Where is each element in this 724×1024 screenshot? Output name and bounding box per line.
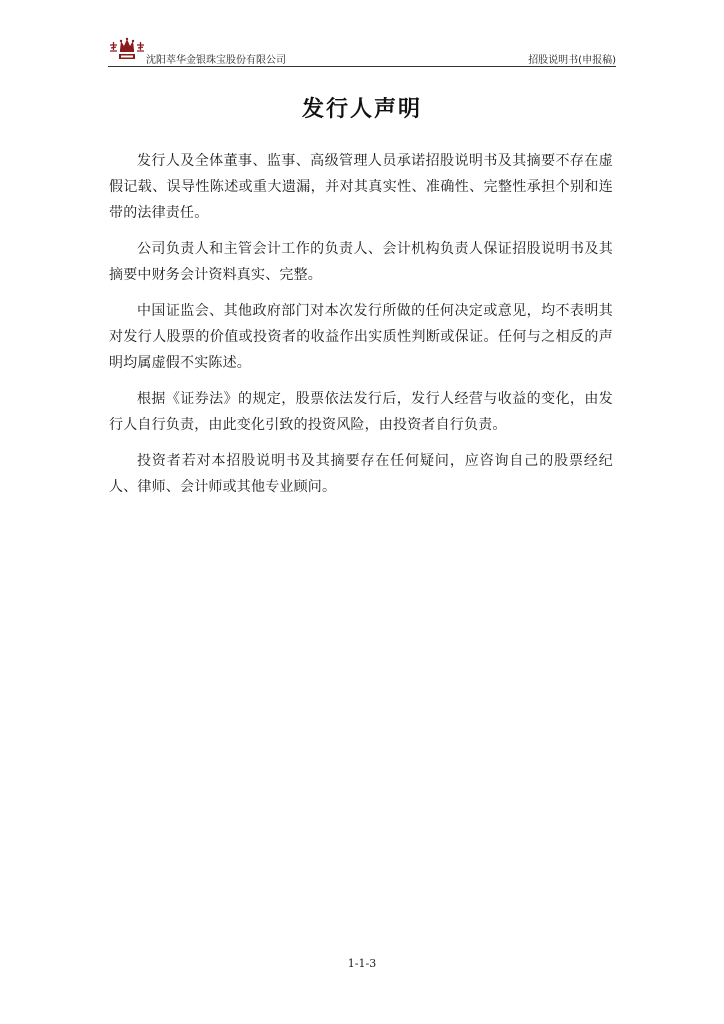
company-name: 沈阳萃华金银珠宝股份有限公司 bbox=[146, 55, 286, 66]
paragraph: 公司负责人和主管会计工作的负责人、会计机构负责人保证招股说明书及其摘要中财务会计资料真实、完整。 bbox=[109, 241, 613, 283]
document-name: 招股说明书(申报稿) bbox=[528, 55, 616, 66]
page-header bbox=[108, 36, 616, 66]
statement-body bbox=[109, 148, 613, 510]
paragraph: 中国证监会、其他政府部门对本次发行所做的任何决定或意见，均不表明其对发行人股票的价值或投资者的收益作出实质性判断或保证。任何与之相反的声明均属虚假不实陈述。 bbox=[109, 303, 613, 371]
paragraph: 根据《证券法》的规定，股票依法发行后，发行人经营与收益的变化，由发行人自行负责，由此变化引致的投资风险，由投资者自行负责。 bbox=[109, 391, 613, 433]
header-divider bbox=[108, 66, 616, 67]
paragraph: 发行人及全体董事、监事、高级管理人员承诺招股说明书及其摘要不存在虚假记载、误导性陈述或重大遗漏，并对其真实性、准确性、完整性承担个别和连带的法律责任。 bbox=[109, 153, 613, 221]
crown-logo-icon bbox=[108, 36, 146, 64]
paragraph: 投资者若对本招股说明书及其摘要存在任何疑问，应咨询自己的股票经纪人、律师、会计师或其他专业顾问。 bbox=[109, 453, 613, 495]
page-title: 发行人声明 bbox=[301, 97, 422, 122]
page-number: 1-1-3 bbox=[347, 957, 377, 970]
